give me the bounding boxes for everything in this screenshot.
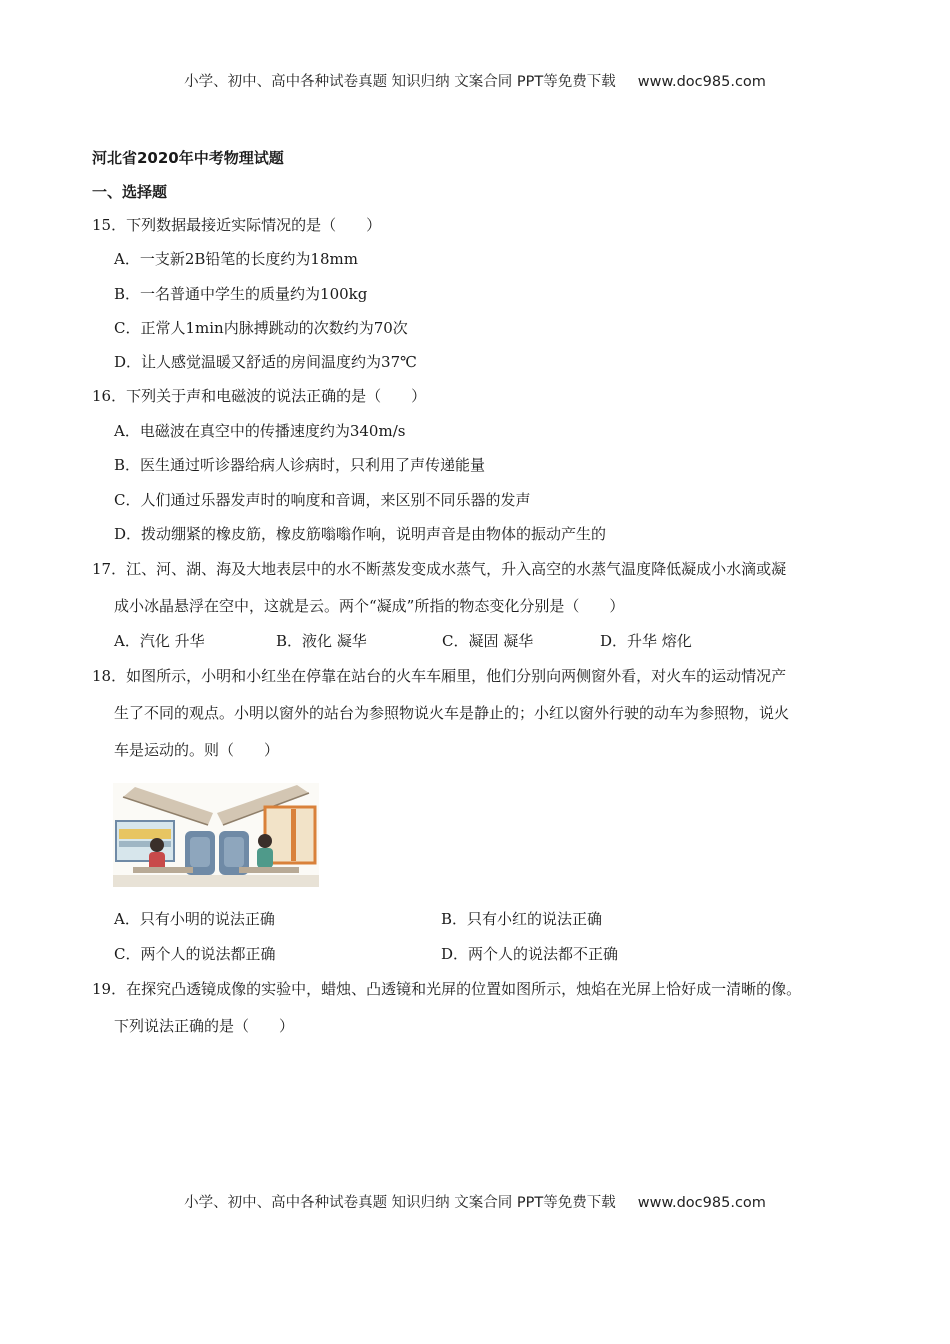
q18-option-b: B．只有小红的说法正确	[441, 910, 603, 928]
q15-option-b: B．一名普通中学生的质量约为100kg	[114, 285, 368, 303]
q17-option-d: D．升华 熔化	[600, 632, 692, 650]
q16-option-c: C．人们通过乐器发声时的响度和音调，来区别不同乐器的发声	[114, 491, 531, 509]
q17-option-a: A．汽化 升华	[114, 632, 205, 650]
q16-option-a: A．电磁波在真空中的传播速度约为340m/s	[114, 422, 406, 440]
q15-stem: 15．下列数据最接近实际情况的是（ ）	[92, 216, 382, 234]
q16-option-b: B．医生通过听诊器给病人诊病时，只利用了声传递能量	[114, 456, 486, 474]
q17-stem-line-2: 成小冰晶悬浮在空中，这就是云。两个“凝成”所指的物态变化分别是（ ）	[114, 597, 625, 615]
page-title: 河北省2020年中考物理试题	[92, 149, 284, 167]
q17-option-b: B．液化 凝华	[276, 632, 367, 650]
header-url[interactable]: www.doc985.com	[637, 74, 766, 90]
footer-text: 小学、初中、高中各种试卷真题 知识归纳 文案合同 PPT等免费下载	[184, 1195, 616, 1211]
q18-option-d: D．两个人的说法都不正确	[441, 945, 619, 963]
q17-options	[114, 631, 692, 651]
q15-option-a: A．一支新2B铅笔的长度约为18mm	[114, 250, 358, 268]
q18-stem-line-1: 18．如图所示，小明和小红坐在停靠在站台的火车车厢里，他们分别向两侧窗外看，对火车的运动情况产	[92, 667, 787, 685]
q17-stem-line-1: 17．江、河、湖、海及大地表层中的水不断蒸发变成水蒸气，升入高空的水蒸气温度降低凝成小水滴或凝	[92, 560, 787, 578]
q17-option-c: C．凝固 凝华	[442, 632, 534, 650]
q16-option-d: D．拨动绷紧的橡皮筋，橡皮筋嗡嗡作响，说明声音是由物体的振动产生的	[114, 525, 607, 543]
header-text: 小学、初中、高中各种试卷真题 知识归纳 文案合同 PPT等免费下载	[184, 74, 616, 90]
q18-stem-line-2: 生了不同的观点。小明以窗外的站台为参照物说火车是静止的；小红以窗外行驶的动车为参照物，说火	[114, 704, 790, 722]
q15-option-c: C．正常人1min内脉搏跳动的次数约为70次	[114, 319, 408, 337]
footer-url[interactable]: www.doc985.com	[637, 1195, 766, 1211]
q18-stem-line-3: 车是运动的。则（ ）	[114, 741, 280, 759]
page-header	[0, 70, 950, 91]
q19-stem-line-1: 19．在探究凸透镜成像的实验中，蜡烛、凸透镜和光屏的位置如图所示，烛焰在光屏上恰好成一清晰的像。	[92, 980, 802, 998]
section-heading: 一、选择题	[92, 183, 168, 201]
q15-option-d: D．让人感觉温暖又舒适的房间温度约为37℃	[114, 353, 417, 371]
q19-stem-line-2: 下列说法正确的是（ ）	[114, 1017, 295, 1035]
page-footer	[0, 1191, 950, 1212]
train-carriage-illustration	[113, 783, 319, 887]
q18-option-c: C．两个人的说法都正确	[114, 945, 276, 963]
q16-stem: 16．下列关于声和电磁波的说法正确的是（ ）	[92, 387, 427, 405]
q18-option-a: A．只有小明的说法正确	[114, 910, 275, 928]
